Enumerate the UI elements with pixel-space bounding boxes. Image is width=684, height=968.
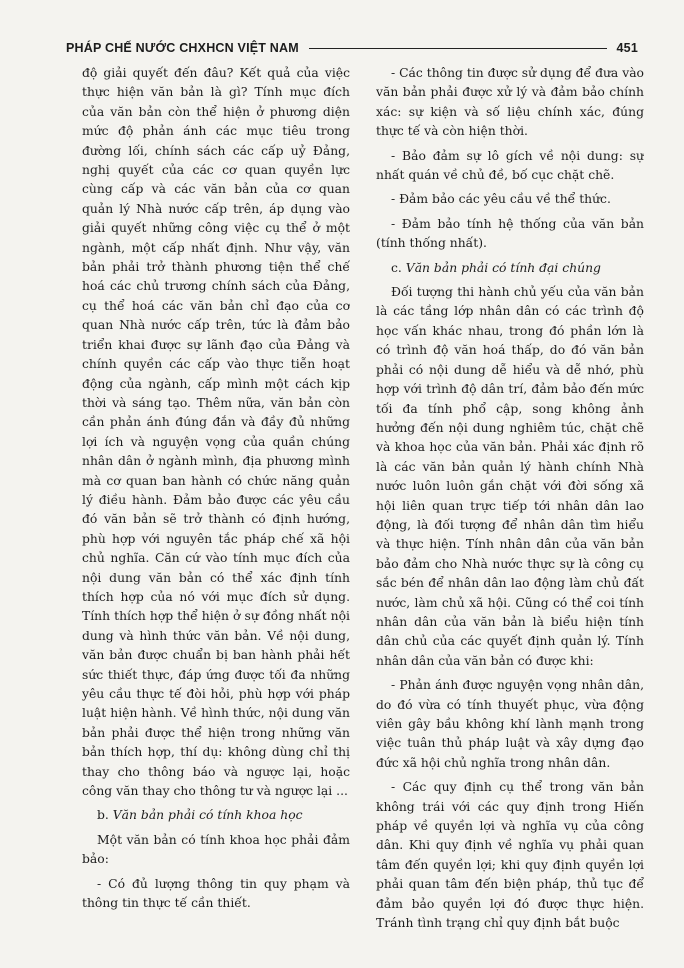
section-heading-c-text: Văn bản phải có tính đại chúng <box>405 260 601 275</box>
page-header <box>66 40 638 56</box>
left-paragraph-2: Một văn bản có tính khoa học phải đảm bảo: <box>82 832 350 867</box>
section-heading-c <box>376 259 644 278</box>
left-paragraph-1: độ giải quyết đến đâu? Kết quả của việc thực hiện văn bản là gì? Tính mục đích của văn bản còn thể hiện ở phương diện mức độ phản ánh các mục tiêu trong đường lối, chính sách các cấp uỷ Đảng, nghị quyết của các cơ quan quyền lực cùng cấp và các văn bản của cơ quan quản lý Nhà nước cấp trên, áp dụng vào giải quyết những công việc cụ thể ở một ngành, một cấp nhất định. Như vậy, văn bản phải trở thành phương tiện thể chế hoá các chủ trương chính sách của Đảng, cụ thể hoá các văn bản chỉ đạo của cơ quan Nhà nước cấp trên, tức là đảm bảo triển khai được sự lãnh đạo của Đảng và chính quyền các cấp vào thực tiễn hoạt động của ngành, cấp mình một cách kịp thời và sáng tạo. Thêm nữa, văn bản còn cần phản ánh đúng đắn và đầy đủ những lợi ích và nguyện vọng của quần chúng nhân dân ở ngành mình, địa phương mình mà cơ quan ban hành có chức năng quản lý điều hành. Đảm bảo được các yêu cầu đó văn bản sẽ trở thành có định hướng, phù hợp với nguyên tắc pháp chế xã hội chủ nghĩa. Căn cứ vào tính mục đích của nội dung văn bản có thể xác định tính thích hợp của nó với mục đích sử dụng. Tính thích hợp thể hiện ở sự đồng nhất nội dung và hình thức văn bản. Về nội dung, văn bản được chuẩn bị ban hành phải hết sức thiết thực, đáp ứng được tối đa những yêu cầu thực tế đòi hỏi, phù hợp với pháp luật hiện hành. Về hình thức, nội dung văn bản phải được thể hiện trong những văn bản thích hợp, thí dụ: không dùng chỉ thị thay cho thông báo và ngược lại, hoặc công văn thay cho thông tư và ngược lại ... <box>82 66 350 799</box>
right-paragraph-5: Đối tượng thi hành chủ yếu của văn bản là các tầng lớp nhân dân có các trình độ học vấn khác nhau, trong đó phần lớn là có trình độ văn hoá thấp, do đó văn bản phải có nội dung dễ hiểu và dễ nhớ, phù hợp với trình độ dân trí, đảm bảo đến mức tối đa tính phổ cập, song không ảnh hưởng đến nội dung nghiêm túc, chặt chẽ và khoa học của văn bản. Phải xác định rõ là các văn bản quản lý hành chính Nhà nước luôn luôn gắn chặt với đời sống xã hội liên quan trực tiếp tới nhân dân lao động, là đối tượng để nhân dân tìm hiểu và thực hiện. Tính nhân dân của văn bản bảo đảm cho Nhà nước thực sự là công cụ sắc bén để nhân dân lao động làm chủ đất nước, làm chủ xã hội. Cũng có thể coi tính nhân dân của văn bản là biểu hiện tính dân chủ của các quyết định quản lý. Tính nhân dân của văn bản có được khi: <box>376 285 644 668</box>
section-heading-b-number: b. <box>97 808 109 823</box>
right-paragraph-1: - Các thông tin được sử dụng để đưa vào văn bản phải được xử lý và đảm bảo chính xác: sự kiện và số liệu chính xác, đúng thực tế và còn hiện thời. <box>376 66 644 139</box>
section-heading-b <box>82 806 350 825</box>
running-title: PHÁP CHẾ NƯỚC CHXHCN VIỆT NAM <box>66 41 299 55</box>
right-paragraph-4: - Đảm bảo tính hệ thống của văn bản (tính thống nhất). <box>376 216 644 251</box>
right-paragraph-7: - Các quy định cụ thể trong văn bản không trái với các quy định trong Hiến pháp về quyền lợi và nghĩa vụ của công dân. Khi quy định về nghĩa vụ phải quan tâm đến quyền lợi; khi quy định quyền lợi phải quan tâm đến biện pháp, thủ tục để đảm bảo quyền lợi đó được thực hiện. Tránh tình trạng chỉ quy định bắt buộc <box>376 780 644 931</box>
right-paragraph-3: - Đảm bảo các yêu cầu về thể thức. <box>391 192 611 207</box>
right-paragraph-2: - Bảo đảm sự lô gích về nội dung: sự nhất quán về chủ đề, bố cục chặt chẽ. <box>376 148 644 183</box>
left-paragraph-3: - Có đủ lượng thông tin quy phạm và thông tin thực tế cần thiết. <box>82 876 350 911</box>
header-rule <box>309 48 607 49</box>
page-number: 451 <box>616 41 638 55</box>
left-column <box>82 64 350 944</box>
right-column <box>376 64 644 944</box>
section-heading-c-number: c. <box>391 260 402 275</box>
right-paragraph-6: - Phản ánh được nguyện vọng nhân dân, do đó vừa có tính thuyết phục, vừa động viên gây bầu không khí lành mạnh trong việc tuân thủ pháp luật và xây dựng đạo đức xã hội chủ nghĩa trong nhân dân. <box>376 678 644 770</box>
section-heading-b-text: Văn bản phải có tính khoa học <box>112 808 303 823</box>
